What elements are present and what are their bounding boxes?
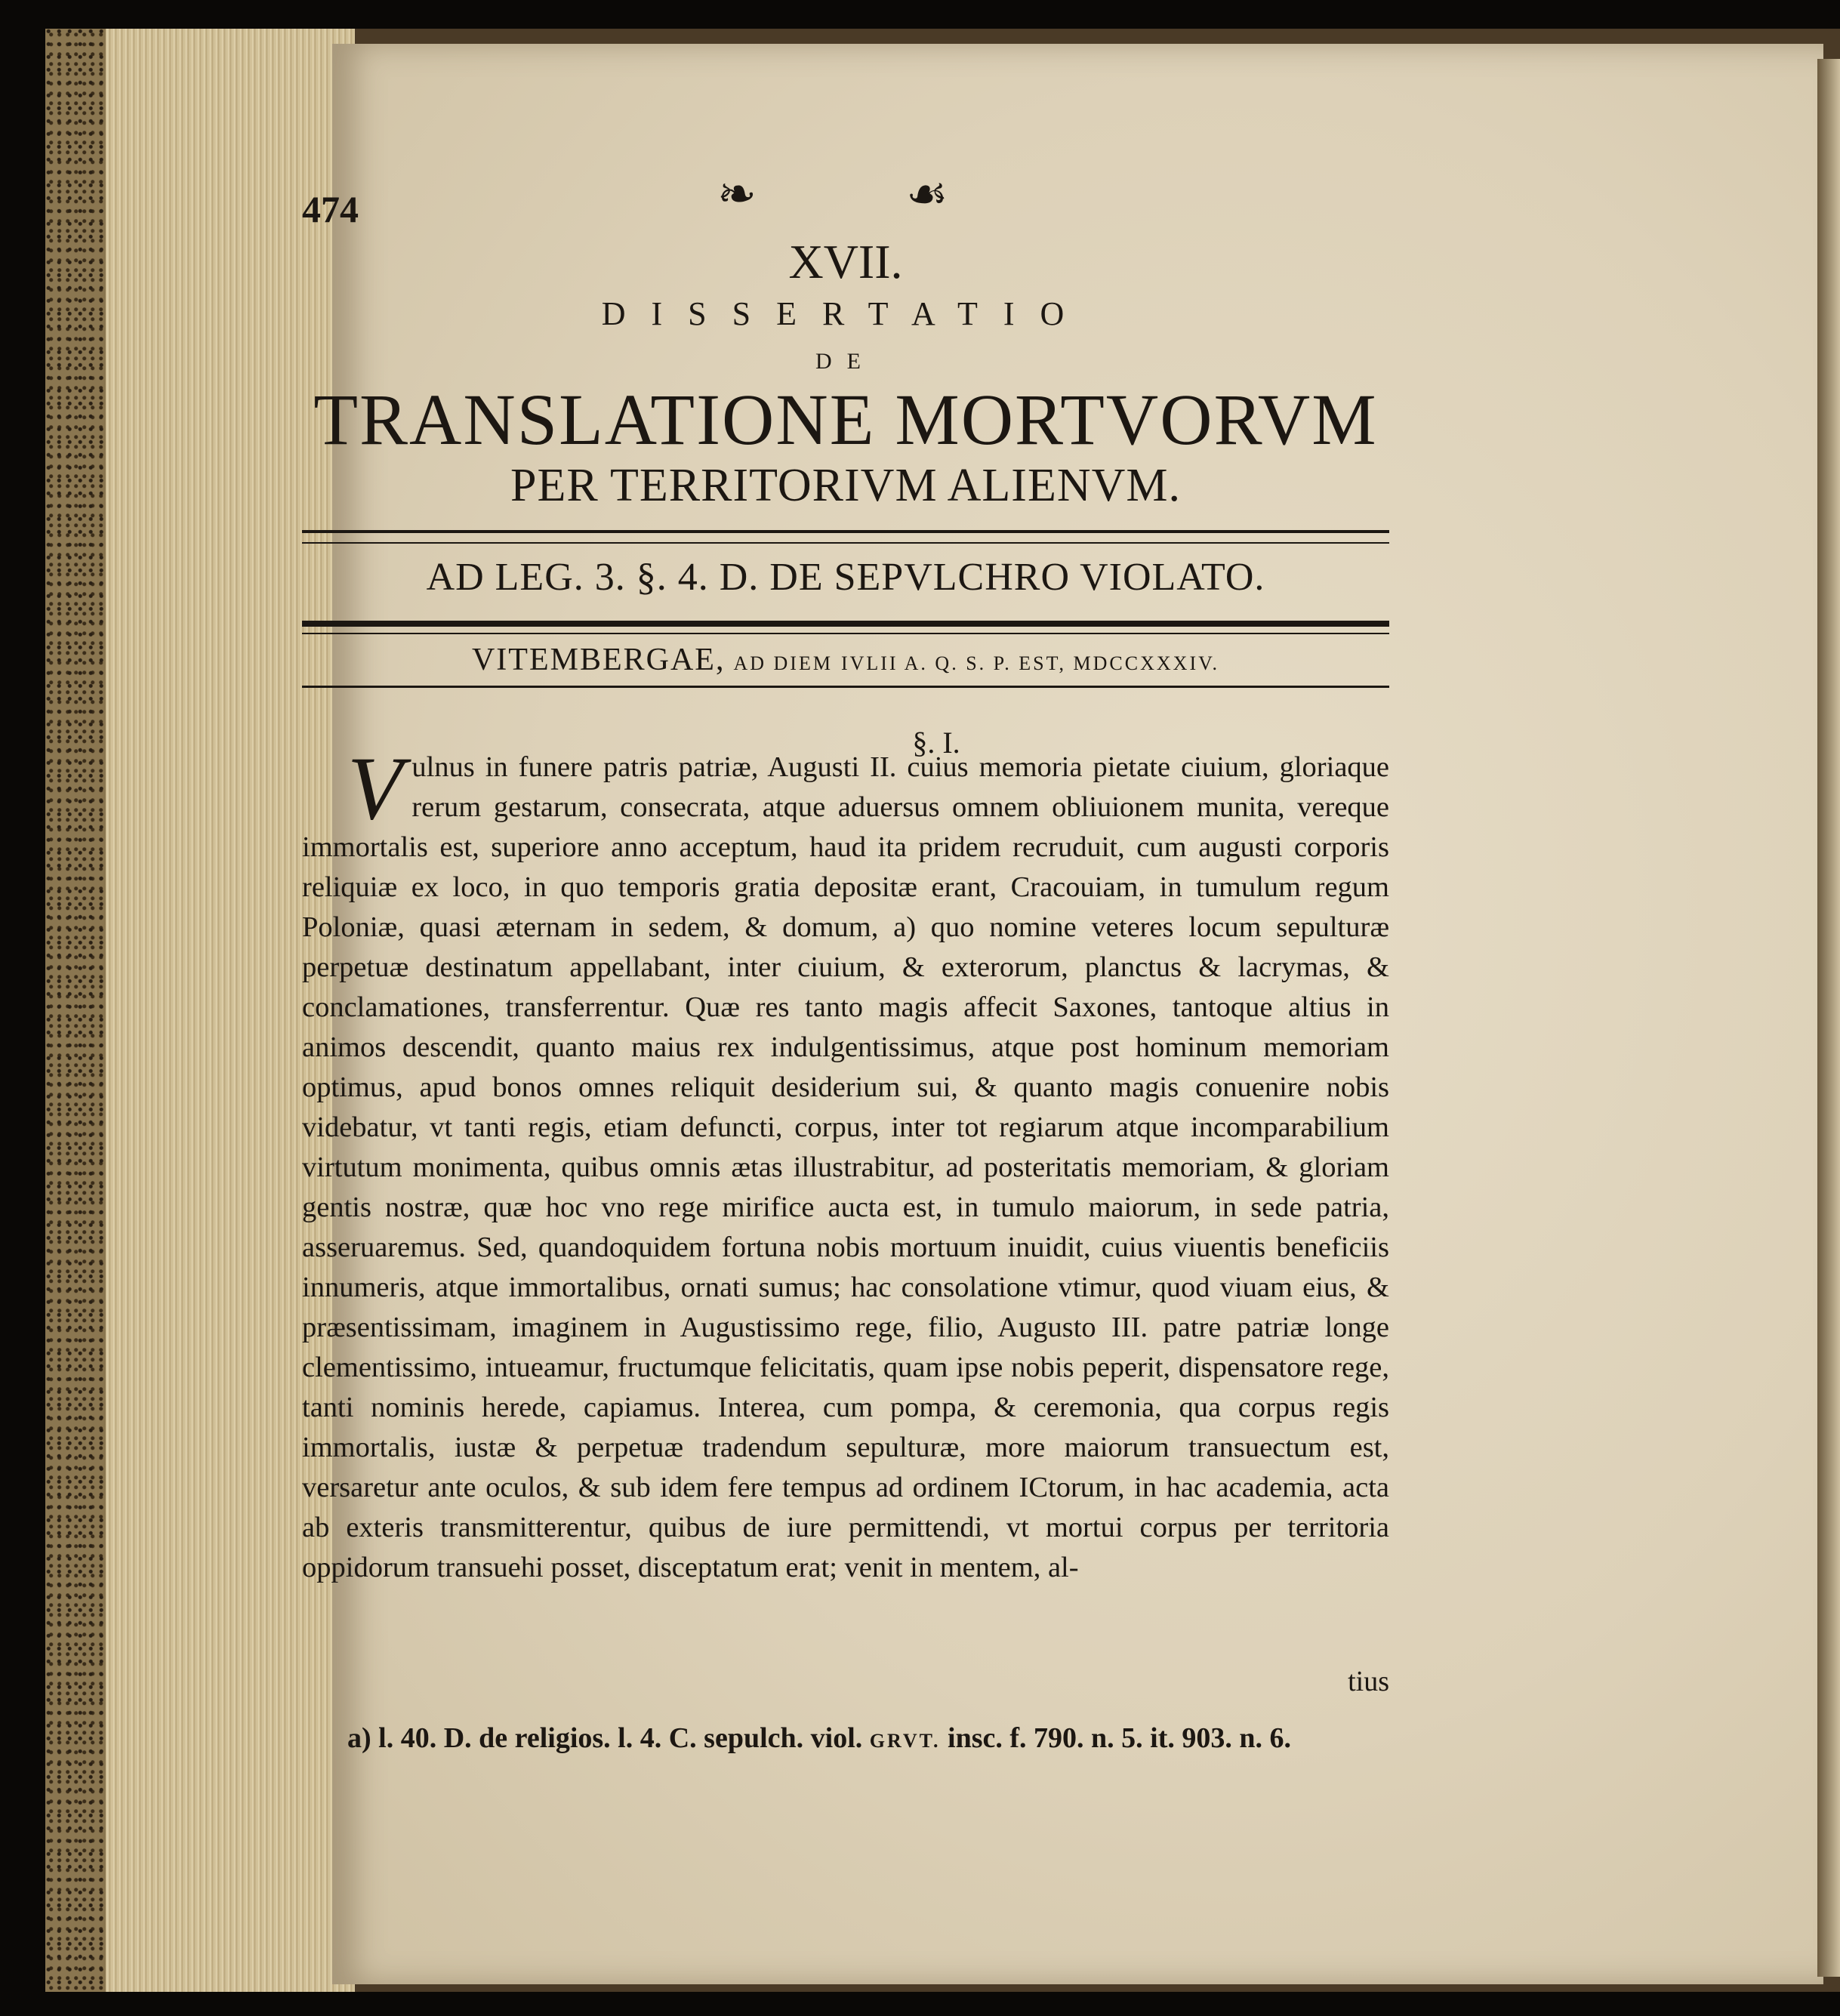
- imprint-place: VITEMBERGAE,: [471, 643, 726, 677]
- chapter-numeral: XVII.: [788, 235, 903, 288]
- title-line-2: PER TERRITORIVM ALIENVM.: [510, 460, 1182, 511]
- rule-top: [302, 530, 1389, 533]
- rule-top-thin: [302, 542, 1389, 544]
- imprint-ad-diem: AD DIEM: [733, 652, 833, 674]
- page-number: 474: [302, 188, 359, 230]
- section-mark: §. I.: [912, 726, 960, 760]
- body-paragraph: [302, 738, 1389, 1588]
- footnote-part-2: insc. f. 790. n. 5. it. 903. n. 6.: [948, 1722, 1292, 1754]
- catchword: tius: [1348, 1666, 1389, 1697]
- next-page-edge: [1817, 59, 1840, 1977]
- title-line-1: TRANSLATIONE MORTVORVM: [313, 379, 1378, 460]
- footnote-author: GRVT.: [869, 1730, 941, 1752]
- legal-reference: AD LEG. 3. §. 4. D. DE SEPVLCHRO VIOLATO.: [426, 556, 1265, 599]
- rule-bottom: [302, 686, 1389, 688]
- imprint-date: IVLII A. Q. S. P. EST, MDCCXXXIV.: [840, 652, 1220, 674]
- ornament-right-icon: ☙: [906, 169, 948, 220]
- footnote-part-1: a) l. 40. D. de religios. l. 4. C. sepulch. viol.: [347, 1722, 863, 1754]
- imprint-line: [302, 642, 1389, 678]
- heading-de: DE: [815, 349, 876, 374]
- body-text: [302, 738, 1389, 1588]
- ornament-left-icon: ❧: [717, 169, 757, 220]
- drop-cap: V: [347, 738, 403, 838]
- rule-middle: [302, 621, 1389, 627]
- footnote: [347, 1722, 1389, 1755]
- rule-middle-thin: [302, 633, 1389, 634]
- book-edge-speckle: [45, 29, 106, 1992]
- heading-dissertatio: DISSERTATIO: [601, 295, 1090, 332]
- body-paragraph-text: ulnus in funere patris patriæ, Augusti II. cuius memoria pietate ciuium, gloriaque rerum gestarum, consecrata, atque aduersus omnem obliuionem munita, vereque immortalis est, superiore anno acceptum, haud ita pridem recruduit, cum augusti corporis reliquiæ ex loco, in quo temporis gratia depositæ erant, Cracouiam, in tumulum regum Poloniæ, quasi æternam in sedem, & domum, a) quo nomine veteres locum sepulturæ perpetuæ destinatum appellabant, inter ciuium, & exterorum, planctus & lacrymas, & conclamationes, transferrentur. Quæ res tanto magis affecit Saxones, tantoque altius in animos descendit, quanto maius rex indulgentissimus, atque post hominum memoriam optimus, apud bonos omnes reliquit desiderium sui, & quanto magis conuenire nobis videbatur, vt tanti regis, etiam defuncti, corpus, inter tot regiarum atque incomparabilium virtutum monimenta, quibus omnis ætas illustrabitur, ad posteritatis memoriam, & gloriam gentis nostræ, quæ hoc vno rege mirifice aucta est, in tumulo maiorum, in sede patria, asseruaremus. Sed, quandoquidem fortuna nobis mortuum inuidit, cuius viuentis beneficiis innumeris, atque immortalibus, ornati sumus; hac consolatione vtimur, quod viuam eius, & præsentissimam, imaginem in Augustissimo rege, filio, Augusto III. patre patriæ longe clementissimo, intueamur, fructumque felicitatis, quam ipse nobis peperit, dispensatore rege, tanti nominis herede, capiamus. Interea, cum pompa, & ceremonia, qua corpus regis immortalis, iustæ & perpetuæ tradendum sepulturæ, more maiorum transuectum est, versaretur ante oculos, & sub idem fere tempus ad ordinem ICtorum, in hac academia, acta ab exteris transmitterentur, quibus de iure permittendi, vt mortui corpus per territoria oppidorum transuehi posset, disceptatum erat; venit in mentem, al-: [302, 751, 1389, 1583]
